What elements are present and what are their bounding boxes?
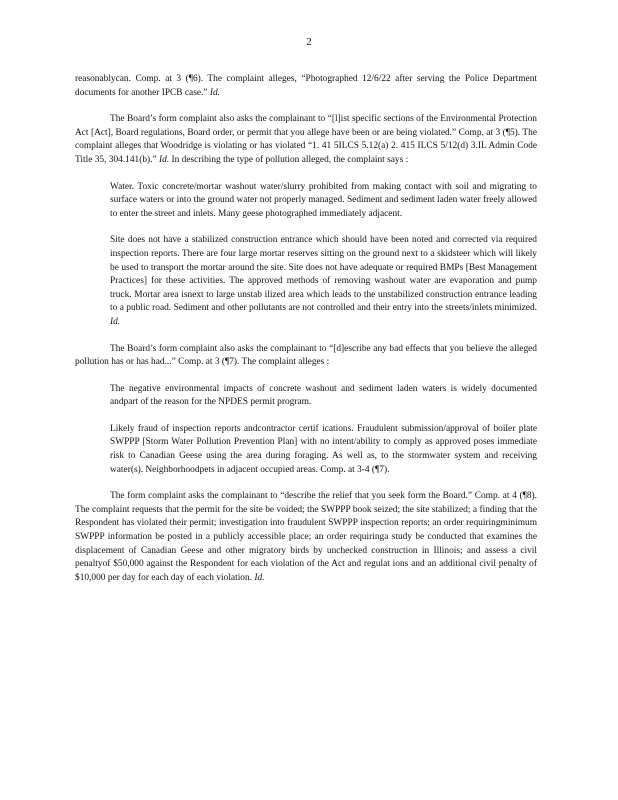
quote-text: Site does not have a stabilized construction entrance which should have been noted and corrected via required inspection reports. There are four large mortar reserves sitting on the ground next to a skidsteer which will likely be used to transport the mortar around the site. Site does not have adequate or required BMPs [Best Management Practices] for these activities. The approved methods of removing washout water are evaporation and pump truck. Mortar area isnext to large unstab ilized area which leads to the unstabilized construction entrance leading to a public road. Sediment and other pollutants are not controlled and their entry into the streets/inlets minimized. <box>110 235 537 314</box>
block-quote-2 <box>110 234 537 329</box>
citation: Id. <box>254 572 265 583</box>
citation: Id. <box>209 87 221 98</box>
block-quote-1 <box>110 181 537 222</box>
quote-text: The negative environmental impacts of concrete washout and sediment laden waters is widely documented andpart of the reason for the NPDES permit program. <box>110 383 537 408</box>
citation: Id. <box>159 154 170 165</box>
block-quote-4 <box>110 423 537 477</box>
document-body <box>75 73 537 598</box>
block-quote-3 <box>110 383 537 410</box>
quote-text: Likely fraud of inspection reports andcontractor certif ications. Fraudulent submission/approval of boiler plate SWPPP [Storm Water Pollution Prevention Plan] with no intent/ability to comply as approved poses immediate risk to Canadian Geese using the area during foraging. As well as, to the stormwater system and receiving water(s). Neighborhoodpets in adjacent occupied areas. Comp. at 3-4 (¶7). <box>110 423 537 475</box>
page-number: 2 <box>306 36 312 48</box>
paragraph-1 <box>75 73 537 100</box>
paragraph-4 <box>75 490 537 585</box>
paragraph-tail: In describing the type of pollution alleged, the complaint says : <box>169 154 409 165</box>
paragraph-2 <box>75 113 537 167</box>
citation: Id. <box>110 316 121 327</box>
paragraph-3 <box>75 343 537 370</box>
paragraph-text: The Board’s form complaint also asks the complainant to “[d]escribe any bad effects that you believe the alleged pollution has or has had...” Comp. at 3 (¶7). The complaint alleges : <box>75 343 537 368</box>
quote-text: Water. Toxic concrete/mortar washout water/slurry prohibited from making contact with soil and migrating to surface waters or into the ground water not properly managed. Sediment and sediment laden water freely allowed to enter the street and inlets. Many geese photographed immediately adjacent. <box>110 181 537 219</box>
paragraph-text: The form complaint asks the complainant to “describe the relief that you seek form the Board.” Comp. at 4 (¶8). The complaint requests that the permit for the site be voided; the SWPPP book seized; the site stabilized; a finding that the Respondent has violated their permit; investigation into fraudulent SWPPP inspection reports; an order requiringminimum SWPPP information be posted in a publicly accessible place; an order requiringa study be conducted that examines the displacement of Canadian Geese and other migratory birds by unchecked construction in Illinois; and assess a civil penaltyof $50,000 against the Respondent for each violation of the Act and regulat ions and an additional civil penalty of $10,000 per day for each day of each violation. <box>75 491 537 583</box>
paragraph-text: The Board’s form complaint also asks the complainant to “[l]ist specific sections of the Environmental Protection Act [Act], Board regulations, Board order, or permit that you allege have been or are being violated.” Comp. at 3 (¶5). The complaint alleges that Woodridge is violating or has violated “1. 41 5ILCS 5.12(a) 2. 415 ILCS 5/12(d) 3.IL Admin Code Title 35, 304.141(b).” <box>75 114 537 165</box>
paragraph-text: reasonablycan. Comp. at 3 (¶6). The complaint alleges, “Photographed 12/6/22 after serving the Police Department documents for another IPCB case.” <box>75 74 537 98</box>
